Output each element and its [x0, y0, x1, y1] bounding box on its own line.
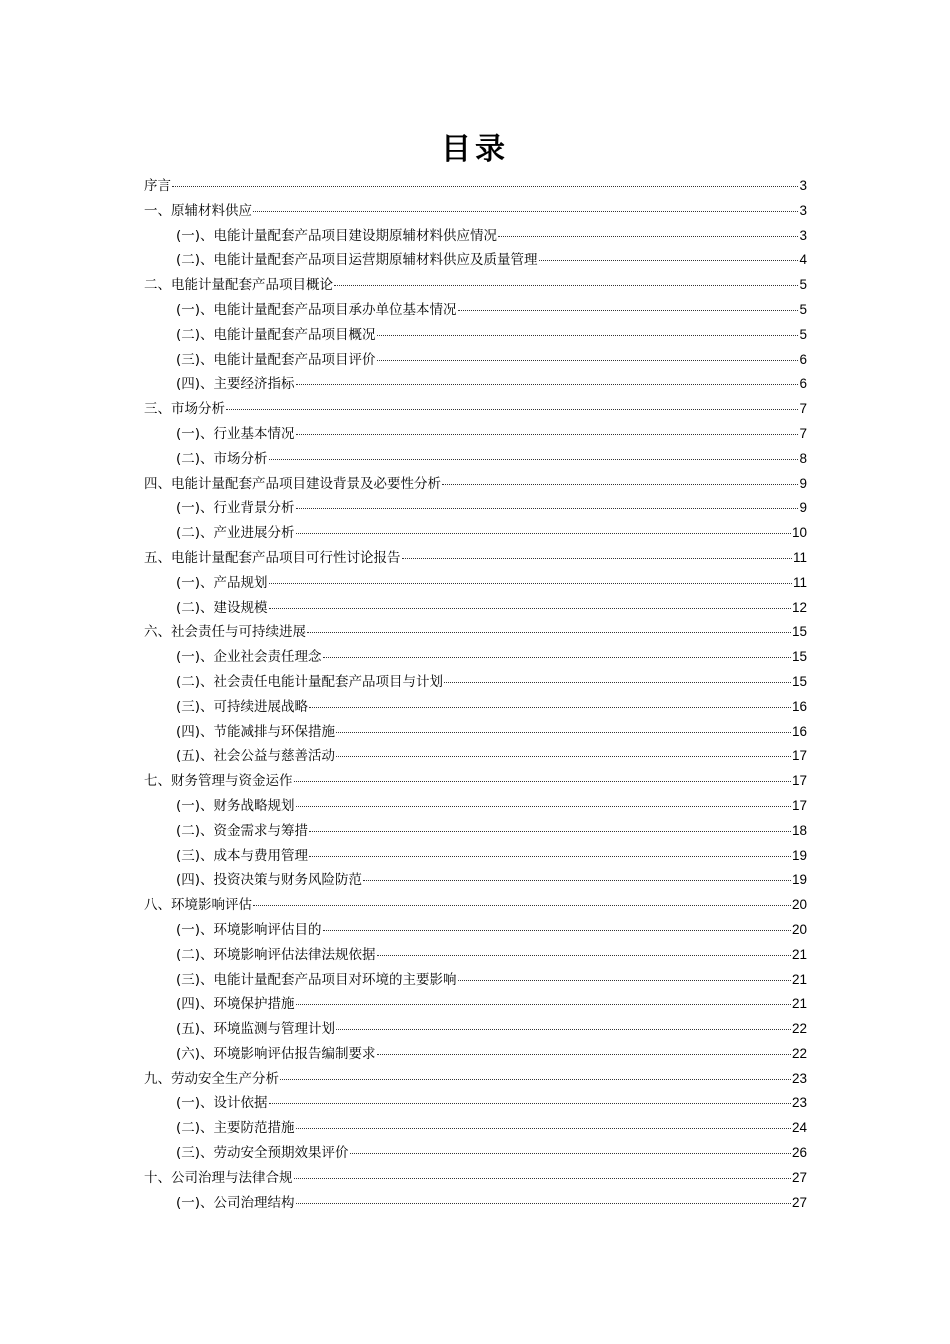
toc-chapter-entry[interactable] — [144, 174, 807, 199]
toc-dot-leader — [309, 856, 791, 857]
toc-chapter-entry[interactable] — [144, 1067, 807, 1092]
toc-entry-text: (二)、电能计量配套产品项目运营期原辅材料供应及质量管理 — [176, 252, 538, 269]
toc-entry-text: (一)、公司治理结构 — [176, 1194, 295, 1211]
toc-section-entry[interactable] — [144, 348, 807, 373]
toc-page-number: 15 — [791, 649, 807, 665]
toc-section-entry[interactable] — [144, 298, 807, 323]
toc-page-number: 17 — [791, 773, 807, 789]
toc-dot-leader — [253, 211, 798, 212]
toc-dot-leader — [363, 880, 791, 881]
toc-page-number: 17 — [791, 797, 807, 813]
toc-entry-text: (五)、环境监测与管理计划 — [176, 1021, 336, 1038]
toc-page-number: 5 — [799, 301, 807, 317]
toc-page-number: 11 — [792, 549, 807, 565]
toc-page-number: 20 — [791, 921, 807, 937]
toc-dot-leader — [323, 657, 791, 658]
toc-dot-leader — [269, 459, 799, 460]
toc-chapter-entry[interactable] — [144, 1166, 807, 1191]
toc-page-number: 16 — [791, 723, 807, 739]
toc-entry-text: 九、劳动安全生产分析 — [144, 1070, 279, 1087]
toc-section-entry[interactable] — [144, 323, 807, 348]
toc-title: 目录 — [441, 132, 509, 167]
toc-section-entry[interactable] — [144, 372, 807, 397]
toc-entry-text: 七、财务管理与资金运作 — [144, 773, 293, 790]
toc-section-entry[interactable] — [144, 918, 807, 943]
toc-chapter-entry[interactable] — [144, 397, 807, 422]
toc-page-number: 15 — [791, 624, 807, 640]
toc-dot-leader — [336, 732, 791, 733]
toc-dot-leader — [323, 930, 791, 931]
toc-section-entry[interactable] — [144, 224, 807, 249]
toc-dot-leader — [334, 285, 798, 286]
toc-chapter-entry[interactable] — [144, 620, 807, 645]
toc-section-entry[interactable] — [144, 447, 807, 472]
toc-page-number: 9 — [799, 500, 807, 516]
toc-entry-text: 序言 — [144, 178, 171, 194]
toc-entry-text: (三)、可持续进展战略 — [176, 698, 309, 715]
toc-entry-text: (二)、产业进展分析 — [176, 525, 295, 542]
toc-entry-text: (二)、环境影响评估法律法规依据 — [176, 946, 376, 963]
toc-section-entry[interactable] — [144, 670, 807, 695]
toc-section-entry[interactable] — [144, 968, 807, 993]
toc-entry-text: (三)、电能计量配套产品项目对环境的主要影响 — [176, 971, 457, 988]
toc-page-number: 21 — [791, 996, 807, 1012]
toc-page-number: 27 — [791, 1194, 807, 1210]
toc-page-number: 17 — [791, 748, 807, 764]
toc-page-number: 27 — [791, 1169, 807, 1185]
toc-entry-text: (六)、环境影响评估报告编制要求 — [176, 1045, 376, 1062]
toc-section-entry[interactable] — [144, 248, 807, 273]
toc-section-entry[interactable] — [144, 720, 807, 745]
toc-dot-leader — [296, 806, 791, 807]
toc-dot-leader — [309, 831, 791, 832]
toc-page-number: 7 — [799, 401, 807, 417]
toc-page-number: 10 — [791, 525, 807, 541]
toc-entry-text: (一)、设计依据 — [176, 1095, 268, 1112]
table-of-contents — [144, 174, 807, 1215]
toc-dot-leader — [296, 1128, 791, 1129]
toc-dot-leader — [498, 236, 798, 237]
toc-dot-leader — [296, 533, 791, 534]
toc-dot-leader — [377, 1054, 791, 1055]
toc-page-number: 5 — [799, 277, 807, 293]
toc-dot-leader — [377, 335, 799, 336]
toc-section-entry[interactable] — [144, 645, 807, 670]
toc-dot-leader — [296, 384, 799, 385]
toc-dot-leader — [294, 1178, 791, 1179]
toc-page-number: 9 — [799, 475, 807, 491]
toc-entry-text: (四)、环境保护措施 — [176, 996, 295, 1013]
toc-page-number: 21 — [791, 971, 807, 987]
toc-entry-text: 二、电能计量配套产品项目概论 — [144, 277, 333, 294]
toc-entry-text: (一)、行业基本情况 — [176, 425, 295, 442]
toc-entry-text: (一)、企业社会责任理念 — [176, 649, 322, 666]
toc-section-entry[interactable] — [144, 844, 807, 869]
toc-entry-text: (二)、社会责任电能计量配套产品项目与计划 — [176, 673, 444, 690]
toc-entry-text: (一)、行业背景分析 — [176, 500, 295, 517]
toc-page-number: 22 — [791, 1021, 807, 1037]
toc-page-number: 3 — [799, 202, 807, 218]
toc-entry-text: 一、原辅材料供应 — [144, 202, 252, 219]
toc-chapter-entry[interactable] — [144, 273, 807, 298]
toc-dot-leader — [458, 980, 791, 981]
toc-entry-text: 五、电能计量配套产品项目可行性讨论报告 — [144, 549, 401, 566]
toc-entry-text: (二)、建设规模 — [176, 599, 268, 616]
toc-section-entry[interactable] — [144, 992, 807, 1017]
toc-section-entry[interactable] — [144, 1191, 807, 1216]
toc-entry-text: 六、社会责任与可持续进展 — [144, 624, 306, 641]
toc-page-number: 11 — [792, 574, 807, 590]
toc-section-entry[interactable] — [144, 794, 807, 819]
toc-dot-leader — [253, 905, 791, 906]
toc-page-number: 19 — [791, 872, 807, 888]
toc-page-number: 4 — [799, 252, 807, 268]
toc-dot-leader — [296, 508, 799, 509]
toc-dot-leader — [458, 310, 799, 311]
toc-dot-leader — [269, 608, 791, 609]
toc-dot-leader — [350, 1153, 791, 1154]
toc-entry-text: (二)、主要防范措施 — [176, 1120, 295, 1137]
toc-section-entry[interactable] — [144, 571, 807, 596]
toc-page-number: 21 — [791, 946, 807, 962]
toc-section-entry[interactable] — [144, 1141, 807, 1166]
toc-dot-leader — [294, 781, 791, 782]
toc-section-entry[interactable] — [144, 1042, 807, 1067]
toc-page-number: 12 — [791, 599, 807, 615]
toc-chapter-entry[interactable] — [144, 769, 807, 794]
toc-page-number: 5 — [799, 326, 807, 342]
toc-page-number: 23 — [791, 1070, 807, 1086]
toc-dot-leader — [307, 632, 791, 633]
toc-section-entry[interactable] — [144, 521, 807, 546]
toc-entry-text: (一)、财务战略规划 — [176, 797, 295, 814]
toc-chapter-entry[interactable] — [144, 893, 807, 918]
toc-dot-leader — [280, 1079, 791, 1080]
toc-page-number: 23 — [791, 1095, 807, 1111]
toc-dot-leader — [442, 484, 798, 485]
toc-entry-text: 十、公司治理与法律合规 — [144, 1169, 293, 1186]
toc-section-entry[interactable] — [144, 819, 807, 844]
toc-page-number: 24 — [791, 1120, 807, 1136]
toc-dot-leader — [296, 1203, 791, 1204]
toc-dot-leader — [539, 260, 799, 261]
toc-entry-text: 三、市场分析 — [144, 401, 225, 418]
toc-entry-text: (五)、社会公益与慈善活动 — [176, 748, 336, 765]
toc-entry-text: (一)、电能计量配套产品项目建设期原辅材料供应情况 — [176, 227, 498, 244]
toc-section-entry[interactable] — [144, 744, 807, 769]
toc-entry-text: 四、电能计量配套产品项目建设背景及必要性分析 — [144, 475, 441, 492]
toc-page-number: 20 — [791, 897, 807, 913]
toc-section-entry[interactable] — [144, 596, 807, 621]
toc-entry-text: (二)、资金需求与筹措 — [176, 822, 309, 839]
toc-dot-leader — [336, 756, 791, 757]
toc-section-entry[interactable] — [144, 1091, 807, 1116]
toc-page-number: 8 — [799, 450, 807, 466]
toc-entry-text: (二)、市场分析 — [176, 450, 268, 467]
toc-page-number: 18 — [791, 822, 807, 838]
toc-dot-leader — [226, 409, 798, 410]
toc-dot-leader — [296, 434, 799, 435]
toc-page-number: 3 — [799, 227, 807, 243]
toc-dot-leader — [377, 360, 799, 361]
toc-page-number: 26 — [791, 1145, 807, 1161]
toc-dot-leader — [269, 1103, 791, 1104]
toc-entry-text: (一)、产品规划 — [176, 574, 268, 591]
toc-entry-text: (一)、环境影响评估目的 — [176, 921, 322, 938]
toc-chapter-entry[interactable] — [144, 472, 807, 497]
toc-entry-text: (四)、节能减排与环保措施 — [176, 723, 336, 740]
toc-section-entry[interactable] — [144, 695, 807, 720]
toc-section-entry[interactable] — [144, 943, 807, 968]
toc-dot-leader — [296, 1004, 791, 1005]
toc-entry-text: (三)、成本与费用管理 — [176, 847, 309, 864]
toc-entry-text: (一)、电能计量配套产品项目承办单位基本情况 — [176, 301, 457, 318]
toc-section-entry[interactable] — [144, 1116, 807, 1141]
toc-page-number: 7 — [799, 425, 807, 441]
toc-dot-leader — [336, 1029, 791, 1030]
toc-dot-leader — [269, 583, 792, 584]
toc-page-number: 15 — [791, 673, 807, 689]
toc-entry-text: (三)、电能计量配套产品项目评价 — [176, 351, 376, 368]
toc-section-entry[interactable] — [144, 422, 807, 447]
toc-dot-leader — [444, 682, 791, 683]
toc-chapter-entry[interactable] — [144, 546, 807, 571]
toc-dot-leader — [309, 707, 791, 708]
toc-entry-text: (四)、投资决策与财务风险防范 — [176, 872, 363, 889]
toc-page-number: 16 — [791, 698, 807, 714]
toc-page-number: 6 — [799, 351, 807, 367]
toc-section-entry[interactable] — [144, 1017, 807, 1042]
toc-section-entry[interactable] — [144, 496, 807, 521]
toc-dot-leader — [402, 558, 792, 559]
toc-page-number: 3 — [799, 178, 807, 193]
toc-entry-text: (二)、电能计量配套产品项目概况 — [176, 326, 376, 343]
toc-page-number: 22 — [791, 1045, 807, 1061]
toc-page-number: 6 — [799, 376, 807, 392]
toc-section-entry[interactable] — [144, 868, 807, 893]
toc-page-number: 19 — [791, 847, 807, 863]
toc-dot-leader — [377, 955, 791, 956]
toc-entry-text: (三)、劳动安全预期效果评价 — [176, 1145, 349, 1162]
toc-entry-text: (四)、主要经济指标 — [176, 376, 295, 393]
toc-entry-text: 八、环境影响评估 — [144, 897, 252, 914]
toc-chapter-entry[interactable] — [144, 199, 807, 224]
toc-dot-leader — [172, 186, 798, 187]
